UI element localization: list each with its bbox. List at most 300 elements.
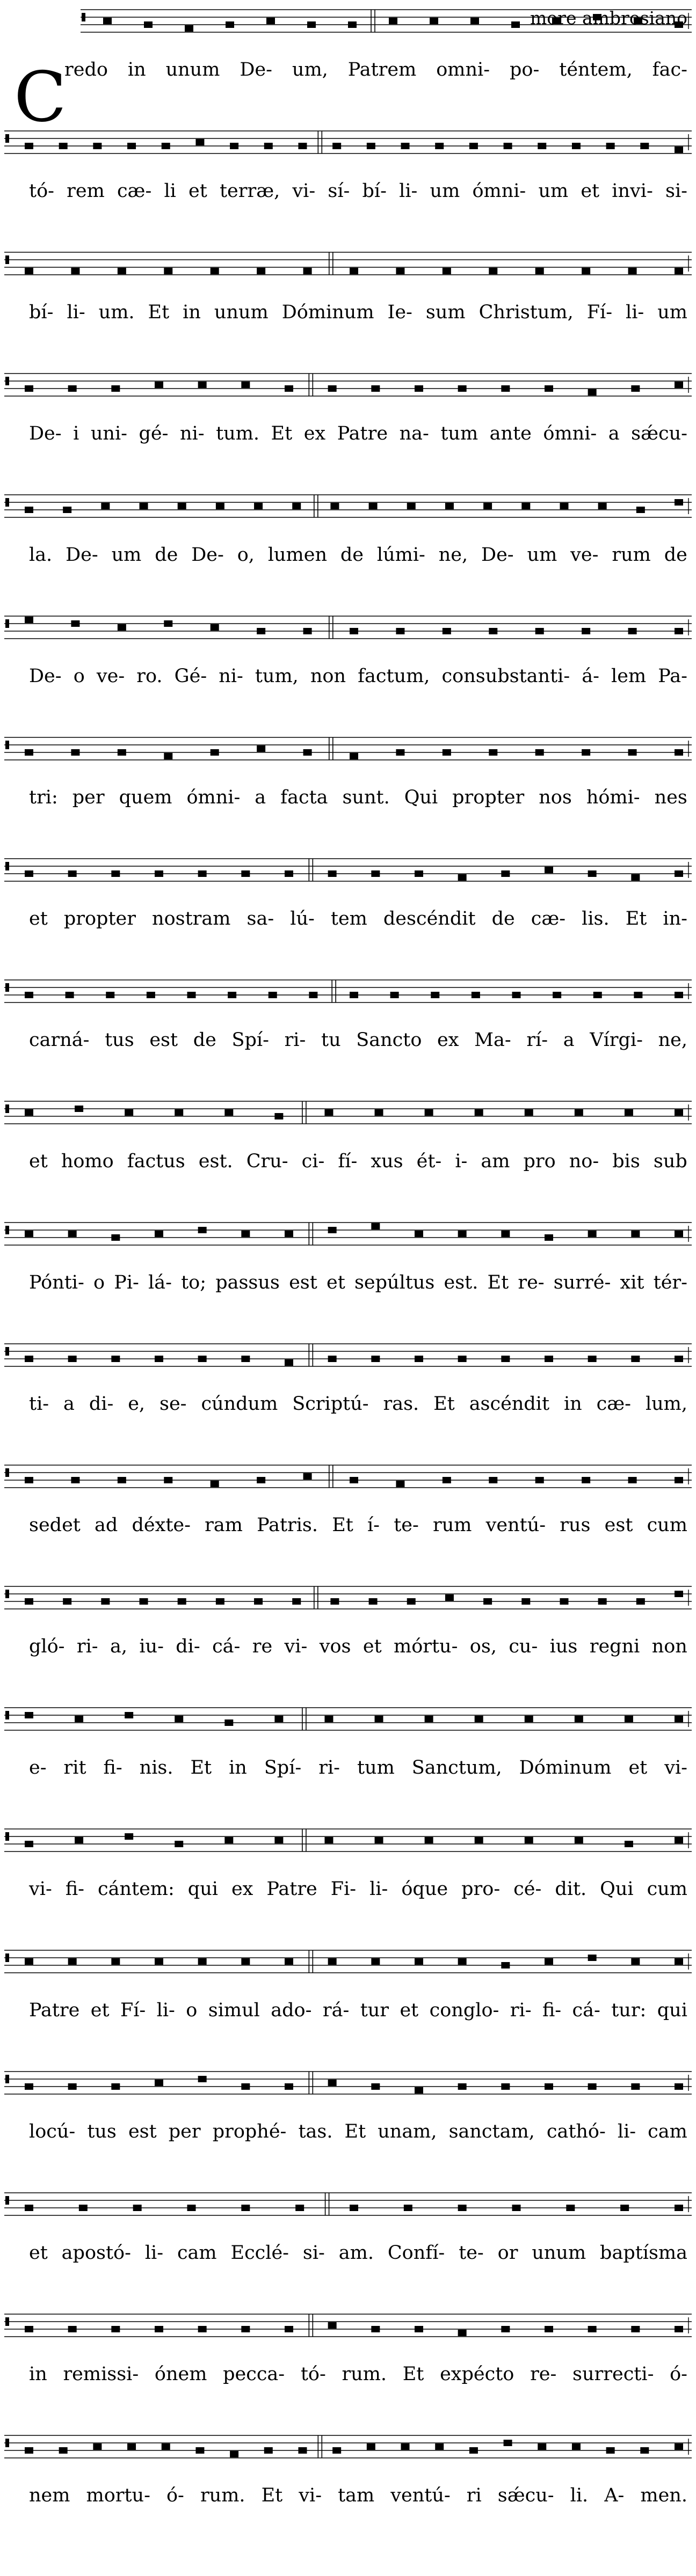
neume-note xyxy=(127,2443,136,2450)
neume-note xyxy=(501,870,510,877)
lyric-syllable: o xyxy=(186,2000,198,2021)
clef-icon xyxy=(5,1226,9,1234)
neume-note xyxy=(606,2447,615,2454)
neume-note xyxy=(572,2443,581,2450)
lyric-syllable: í- xyxy=(367,1514,380,1536)
neume-note xyxy=(469,143,478,149)
lyric-syllable: nes xyxy=(654,787,687,808)
neume-note xyxy=(63,1598,71,1605)
lyric-syllable: ad xyxy=(95,1514,118,1536)
neume-note xyxy=(675,1591,683,1597)
lyric-syllable: pro xyxy=(523,1151,556,1172)
neume-note xyxy=(198,2076,207,2082)
neume-note xyxy=(458,874,467,881)
lyric-syllable: li- xyxy=(369,1878,388,1900)
lyric-syllable: te- xyxy=(394,1514,419,1536)
lyric-syllable: omni- xyxy=(436,59,490,80)
lyric-syllable: li- xyxy=(144,2242,164,2264)
neume-note xyxy=(125,1109,133,1116)
neume-note xyxy=(324,1109,333,1116)
lyric-syllable: ómni- xyxy=(472,180,526,202)
neume-note xyxy=(257,1477,265,1483)
lyric-syllable: cæ- xyxy=(117,180,152,202)
lyric-line xyxy=(29,786,687,809)
neume-note xyxy=(309,992,317,998)
neume-note xyxy=(535,628,544,634)
lyric-syllable: o xyxy=(73,665,85,687)
neume-note xyxy=(631,1958,640,1965)
lyric-syllable: lumen xyxy=(267,544,327,566)
lyric-syllable: um xyxy=(657,302,687,323)
neume-note xyxy=(415,1958,423,1965)
neume-note xyxy=(369,1598,378,1605)
lyric-syllable: li- xyxy=(67,302,85,323)
lyric-syllable: et xyxy=(90,2000,110,2021)
neume-note xyxy=(162,2443,170,2450)
neume-note xyxy=(324,1716,333,1722)
lyric-syllable: i- xyxy=(455,1151,468,1172)
lyric-syllable: Scriptú- xyxy=(292,1393,369,1415)
lyric-syllable: sunt. xyxy=(342,787,390,808)
neume-note xyxy=(328,1958,337,1965)
neume-note xyxy=(675,382,683,388)
neume-note xyxy=(511,21,520,28)
lyric-syllable: si- xyxy=(665,180,687,202)
neume-note xyxy=(140,503,148,509)
neume-note xyxy=(25,385,33,392)
neume-note xyxy=(324,1837,333,1843)
neume-note xyxy=(545,1958,553,1965)
lyric-line xyxy=(29,1028,687,1052)
neume-note xyxy=(178,1598,186,1605)
neume-note xyxy=(504,143,512,149)
lyric-syllable: rus xyxy=(560,1514,591,1536)
neume-note xyxy=(675,1716,683,1722)
neume-note xyxy=(369,503,378,509)
neume-note xyxy=(118,1477,126,1483)
lyric-syllable: li- xyxy=(626,302,644,323)
lyric-syllable: de xyxy=(664,544,687,566)
neume-note xyxy=(66,992,74,998)
neume-note xyxy=(133,2205,142,2211)
lyric-syllable: mórtu- xyxy=(394,1636,458,1657)
clef-icon xyxy=(5,1104,9,1113)
lyric-syllable: propter xyxy=(63,908,136,930)
neume-note xyxy=(501,2083,510,2090)
neume-note xyxy=(164,620,172,627)
lyric-syllable: na- xyxy=(399,423,429,444)
lyric-syllable: invi- xyxy=(612,180,653,202)
neume-note xyxy=(588,870,597,877)
lyric-syllable: baptísma xyxy=(600,2242,687,2264)
neume-note xyxy=(501,1231,510,1237)
lyric-syllable: in xyxy=(127,59,146,80)
neume-note xyxy=(458,2205,467,2211)
neume-note xyxy=(512,992,521,998)
neume-note xyxy=(425,1109,433,1116)
lyric-syllable: tum xyxy=(357,1757,395,1779)
neume-note xyxy=(155,870,163,877)
lyric-syllable: carná- xyxy=(29,1029,90,1051)
neume-note xyxy=(675,1109,683,1116)
lyric-syllable: lúmi- xyxy=(376,544,425,566)
neume-note xyxy=(162,143,170,149)
neume-note xyxy=(458,1356,467,1362)
neume-note xyxy=(25,2326,33,2332)
neume-note xyxy=(25,1958,33,1965)
neume-note xyxy=(350,992,358,998)
lyric-syllable: quem xyxy=(119,787,172,808)
clef-icon xyxy=(5,1832,9,1841)
neume-note xyxy=(525,1109,533,1116)
lyric-syllable: am xyxy=(481,1151,510,1172)
neume-note xyxy=(125,1833,133,1840)
neume-note xyxy=(675,2326,683,2332)
neume-note xyxy=(489,749,497,756)
neume-note xyxy=(675,2205,683,2211)
lyric-syllable: per xyxy=(168,2121,201,2142)
lyric-syllable: se- xyxy=(160,1393,187,1415)
lyric-syllable: ro. xyxy=(136,665,163,687)
neume-note xyxy=(472,992,480,998)
neume-note xyxy=(620,2205,629,2211)
lyric-syllable: Pi- xyxy=(114,1272,139,1293)
neume-note xyxy=(598,503,607,509)
lyric-syllable: cæ- xyxy=(531,908,566,930)
lyric-syllable: ni- xyxy=(219,665,243,687)
neume-note xyxy=(458,2330,467,2336)
neume-note xyxy=(68,1356,77,1362)
lyric-syllable: est xyxy=(149,1029,178,1051)
lyric-syllable: surré- xyxy=(553,1272,611,1293)
lyric-syllable: á- xyxy=(582,665,599,687)
neume-note xyxy=(675,2443,683,2450)
neume-note xyxy=(187,2205,196,2211)
lyric-syllable: De- xyxy=(66,544,98,566)
lyric-syllable: Patris. xyxy=(257,1514,318,1536)
lyric-syllable: cum xyxy=(647,1878,687,1900)
neume-note xyxy=(274,1837,283,1843)
lyric-syllable: expécto xyxy=(440,2363,514,2385)
lyric-syllable: fac- xyxy=(652,59,687,80)
neume-note xyxy=(430,18,438,24)
neume-note xyxy=(582,268,590,274)
lyric-syllable: Patre xyxy=(337,423,388,444)
lyric-syllable: cam xyxy=(648,2121,687,2142)
neume-note xyxy=(328,385,337,392)
neume-note xyxy=(401,143,410,149)
neume-note xyxy=(588,2326,597,2332)
neume-note xyxy=(241,1958,250,1965)
lyric-syllable: Fi- xyxy=(330,1878,357,1900)
neume-note xyxy=(71,1477,79,1483)
lyric-syllable: ado- xyxy=(271,2000,312,2021)
neume-note xyxy=(675,749,683,756)
neume-note xyxy=(588,1356,597,1362)
clef-icon xyxy=(5,1711,9,1719)
lyric-line xyxy=(29,1999,687,2022)
lyric-syllable: e, xyxy=(128,1393,146,1415)
lyric-syllable: cam xyxy=(177,2242,217,2264)
lyric-syllable: li- xyxy=(617,2121,636,2142)
lyric-syllable: et xyxy=(363,1636,382,1657)
neume-note xyxy=(224,1837,233,1843)
neume-note xyxy=(111,385,120,392)
neume-note xyxy=(631,385,640,392)
neume-note xyxy=(224,1719,233,1726)
neume-note xyxy=(367,143,375,149)
neume-note xyxy=(241,2326,250,2332)
lyric-syllable: óque xyxy=(401,1878,448,1900)
neume-note xyxy=(435,2443,444,2450)
lyric-syllable: la. xyxy=(29,544,53,566)
lyric-syllable: a xyxy=(63,1393,75,1415)
neume-note xyxy=(512,2205,521,2211)
lyric-syllable: Sanctum, xyxy=(411,1757,502,1779)
lyric-line xyxy=(29,2484,687,2507)
neume-note xyxy=(303,268,312,274)
neume-note xyxy=(178,503,186,509)
neume-note xyxy=(155,1231,163,1237)
lyric-syllable: est. xyxy=(444,1272,479,1293)
lyric-syllable: cum xyxy=(647,1514,687,1536)
neume-note xyxy=(625,1716,633,1722)
neume-note xyxy=(230,143,238,149)
neume-note xyxy=(625,1841,633,1847)
neume-note xyxy=(628,628,637,634)
neume-note xyxy=(396,1481,404,1487)
lyric-syllable: De- xyxy=(240,59,272,80)
lyric-syllable: dit. xyxy=(555,1878,587,1900)
clef-icon xyxy=(5,2317,9,2326)
neume-note xyxy=(79,2205,88,2211)
neume-note xyxy=(125,1712,133,1718)
neume-note xyxy=(415,2326,423,2332)
lyric-syllable: Patre xyxy=(29,2000,80,2021)
neume-note xyxy=(675,499,683,506)
neume-note xyxy=(198,2326,207,2332)
lyric-syllable: ve- xyxy=(96,665,125,687)
neume-note xyxy=(25,1712,33,1718)
lyric-syllable: fi- xyxy=(103,1757,122,1779)
neume-note xyxy=(68,2083,77,2090)
lyric-syllable: de xyxy=(491,908,515,930)
lyric-syllable: sí- xyxy=(328,180,350,202)
lyric-syllable: bí- xyxy=(29,302,54,323)
neume-note xyxy=(588,2083,597,2090)
neume-note xyxy=(525,1837,533,1843)
lyric-syllable: ó- xyxy=(166,2485,184,2506)
neume-note xyxy=(545,867,553,873)
neume-note xyxy=(443,1477,451,1483)
lyric-syllable: unum xyxy=(214,302,269,323)
lyric-syllable: tur: xyxy=(611,2000,647,2021)
neume-note xyxy=(631,2326,640,2332)
lyric-syllable: de xyxy=(193,1029,216,1051)
lyric-syllable: in- xyxy=(663,908,687,930)
neume-note xyxy=(475,1109,483,1116)
neume-note xyxy=(545,385,553,392)
lyric-syllable: a xyxy=(608,423,620,444)
neume-note xyxy=(371,385,380,392)
lyric-syllable: nem xyxy=(29,2485,70,2506)
lyric-syllable: est xyxy=(604,1514,633,1536)
lyric-syllable: cæ- xyxy=(596,1393,631,1415)
neume-note xyxy=(521,503,530,509)
lyric-syllable: o xyxy=(93,1272,105,1293)
neume-note xyxy=(303,749,312,756)
lyric-syllable: tum xyxy=(440,423,479,444)
lyric-syllable: iu- xyxy=(139,1636,164,1657)
lyric-syllable: e- xyxy=(29,1757,47,1779)
neume-note xyxy=(415,1231,423,1237)
neume-note xyxy=(675,268,683,274)
neume-note xyxy=(71,749,79,756)
lyric-syllable: Et xyxy=(271,423,293,444)
lyric-syllable: vi- xyxy=(29,1878,52,1900)
neume-note xyxy=(350,1477,358,1483)
lyric-syllable: et xyxy=(29,2242,48,2264)
neume-note xyxy=(269,992,277,998)
neume-note xyxy=(328,2322,337,2329)
neume-note xyxy=(257,268,265,274)
neume-note xyxy=(285,1231,293,1237)
neume-note xyxy=(640,2447,649,2454)
neume-note xyxy=(257,745,265,752)
neume-note xyxy=(198,1227,207,1233)
lyric-syllable: cántem: xyxy=(98,1878,175,1900)
neume-note xyxy=(195,139,204,145)
lyric-syllable: ras. xyxy=(383,1393,419,1415)
lyric-syllable: tri: xyxy=(29,787,58,808)
neume-note xyxy=(101,1598,110,1605)
lyric-syllable: ét- xyxy=(416,1151,442,1172)
neume-note xyxy=(230,2451,238,2457)
lyric-syllable: li- xyxy=(399,180,418,202)
lyric-syllable: hómi- xyxy=(586,787,640,808)
clef-icon xyxy=(5,134,9,143)
lyric-syllable: um xyxy=(111,544,142,566)
neume-note xyxy=(404,2205,412,2211)
neume-note xyxy=(111,1356,120,1362)
neume-note xyxy=(274,1716,283,1722)
lyric-syllable: est. xyxy=(198,1151,233,1172)
lyric-syllable: tér- xyxy=(653,1272,687,1293)
lyric-syllable: Patrem xyxy=(347,59,417,80)
neume-note xyxy=(588,389,597,396)
lyric-syllable: consubstanti- xyxy=(441,665,570,687)
neume-note xyxy=(68,1958,77,1965)
lyric-syllable: cu- xyxy=(509,1636,538,1657)
lyric-syllable: bis xyxy=(612,1151,640,1172)
neume-note xyxy=(458,1231,467,1237)
clef-icon xyxy=(5,2196,9,2205)
clef-icon xyxy=(5,2439,9,2447)
neume-note xyxy=(175,1841,183,1847)
neume-note xyxy=(25,268,33,274)
lyric-line xyxy=(29,1392,687,1416)
neume-note xyxy=(292,503,301,509)
lyric-syllable: Spí- xyxy=(264,1757,302,1779)
neume-note xyxy=(63,507,71,513)
neume-note xyxy=(216,1598,224,1605)
neume-note xyxy=(575,1716,583,1722)
lyric-syllable: os, xyxy=(469,1636,497,1657)
lyric-syllable: li xyxy=(164,180,176,202)
lyric-syllable: Et xyxy=(433,1393,455,1415)
clef-icon xyxy=(5,255,9,264)
neume-note xyxy=(634,992,642,998)
neume-note xyxy=(545,2326,553,2332)
lyric-syllable: Confí- xyxy=(387,2242,445,2264)
lyric-syllable: cé- xyxy=(513,1878,542,1900)
lyric-syllable: te- xyxy=(459,2242,484,2264)
neume-note xyxy=(575,1837,583,1843)
neume-note xyxy=(241,2083,250,2090)
neume-note xyxy=(254,503,263,509)
neume-note xyxy=(443,628,451,634)
clef-icon xyxy=(82,13,85,21)
neume-note xyxy=(588,1231,597,1237)
lyric-syllable: descéndit xyxy=(383,908,476,930)
neume-note xyxy=(155,1958,163,1965)
neume-note xyxy=(582,749,590,756)
lyric-syllable: Ecclé- xyxy=(230,2242,289,2264)
neume-note xyxy=(628,1477,637,1483)
lyric-line xyxy=(29,907,687,931)
neume-note xyxy=(675,992,683,998)
neume-note xyxy=(211,624,219,631)
lyric-syllable: um xyxy=(538,180,569,202)
lyric-syllable: ne, xyxy=(438,544,468,566)
lyric-syllable: sedet xyxy=(29,1514,81,1536)
lyric-syllable: a xyxy=(563,1029,575,1051)
neume-note xyxy=(155,1356,163,1362)
lyric-syllable: tus xyxy=(87,2121,117,2142)
neume-note xyxy=(292,1598,301,1605)
neume-note xyxy=(118,268,126,274)
lyric-syllable: re- xyxy=(518,1272,545,1293)
lyric-syllable: factum, xyxy=(358,665,430,687)
neume-note xyxy=(675,1477,683,1483)
lyric-syllable: ri- xyxy=(510,2000,532,2021)
lyric-syllable: et xyxy=(29,1151,48,1172)
lyric-syllable: um xyxy=(430,180,460,202)
lyric-syllable: lis. xyxy=(582,908,610,930)
neume-note xyxy=(164,268,172,274)
lyric-syllable: sepúltus xyxy=(354,1272,435,1293)
lyric-syllable: nos xyxy=(539,787,572,808)
lyric-syllable: Ma- xyxy=(474,1029,511,1051)
neume-note xyxy=(675,870,683,877)
lyric-line xyxy=(29,301,687,324)
lyric-syllable: ius xyxy=(549,1636,578,1657)
neume-note xyxy=(521,1598,530,1605)
lyric-syllable: Et xyxy=(344,2121,366,2142)
lyric-syllable: xit xyxy=(620,1272,644,1293)
lyric-syllable: re- xyxy=(530,2363,557,2385)
neume-note xyxy=(228,992,236,998)
neume-note xyxy=(631,874,640,881)
lyric-line xyxy=(29,1635,687,1658)
lyric-syllable: vi- xyxy=(292,180,316,202)
neume-note xyxy=(470,18,479,24)
clef-icon xyxy=(5,1468,9,1477)
clef-icon xyxy=(5,498,9,507)
lyric-syllable: de xyxy=(340,544,364,566)
neume-note xyxy=(103,18,112,24)
neume-note xyxy=(425,1837,433,1843)
